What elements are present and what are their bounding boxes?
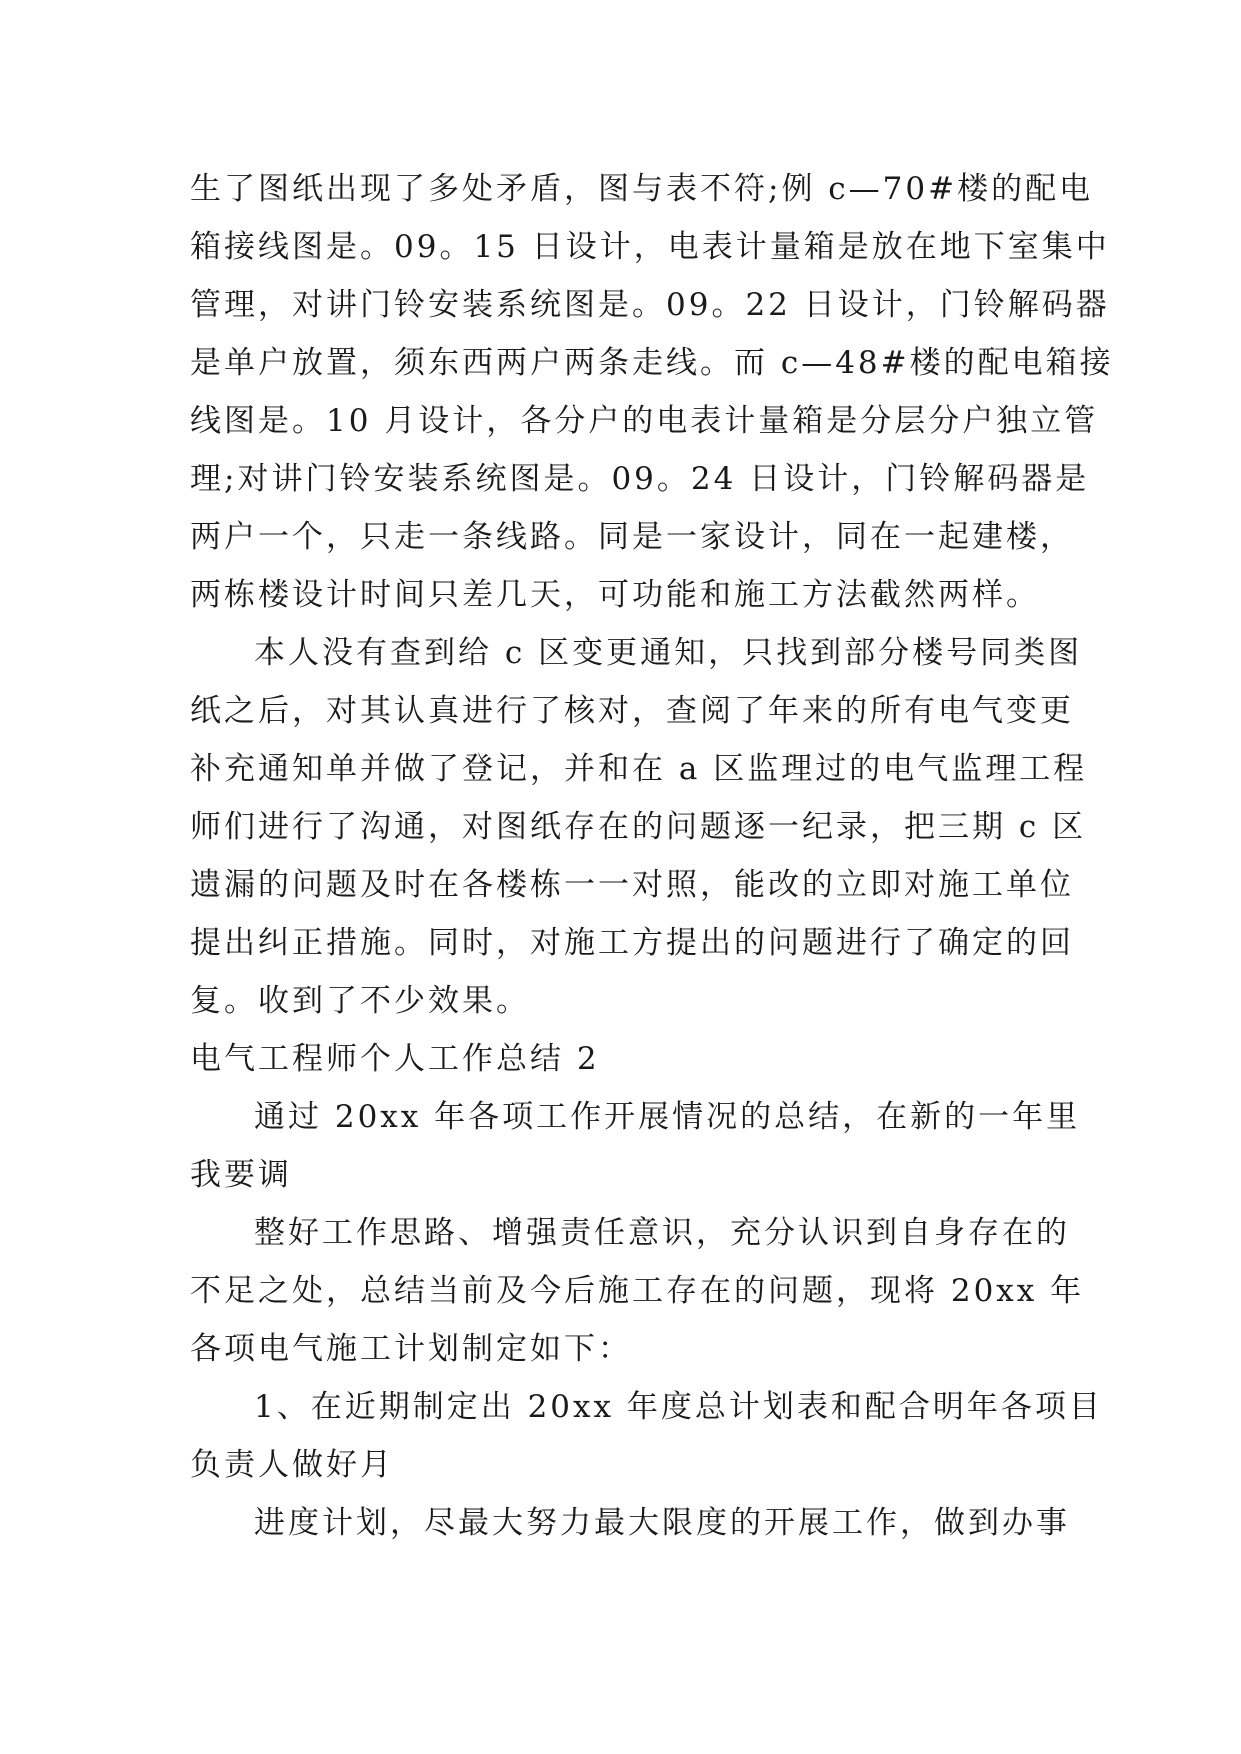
text-line: 是单户放置，须东西两户两条走线。而 c—48#楼的配电箱接 <box>190 345 1114 381</box>
text-line: 生了图纸出现了多处矛盾，图与表不符;例 c—70#楼的配电 <box>190 171 1094 207</box>
text-line: 两户一个，只走一条线路。同是一家设计，同在一起建楼， <box>190 519 1074 555</box>
text-line: 纸之后，对其认真进行了核对，查阅了年来的所有电气变更 <box>190 693 1074 729</box>
document-page <box>190 160 1114 1552</box>
text-line: 我要调 <box>190 1157 292 1193</box>
text-line: 负责人做好月 <box>190 1447 394 1483</box>
text-line: 提出纠正措施。同时，对施工方提出的问题进行了确定的回 <box>190 925 1074 961</box>
text-line: 不足之处，总结当前及今后施工存在的问题，现将 20xx 年 <box>190 1273 1085 1309</box>
text-line: 理;对讲门铃安装系统图是。09。24 日设计，门铃解码器是 <box>190 461 1090 497</box>
text-line: 师们进行了沟通，对图纸存在的问题逐一纪录，把三期 c 区 <box>190 809 1087 845</box>
text-line: 本人没有查到给 c 区变更通知，只找到部分楼号同类图 <box>254 635 1083 671</box>
text-line: 进度计划，尽最大努力最大限度的开展工作，做到办事 <box>254 1505 1070 1541</box>
text-line: 复。收到了不少效果。 <box>190 983 530 1019</box>
text-line: 各项电气施工计划制定如下： <box>190 1331 632 1367</box>
text-line: 两栋楼设计时间只差几天，可功能和施工方法截然两样。 <box>190 577 1040 613</box>
text-line: 1、在近期制定出 20xx 年度总计划表和配合明年各项目 <box>254 1389 1103 1425</box>
text-line: 遗漏的问题及时在各楼栋一一对照，能改的立即对施工单位 <box>190 867 1074 903</box>
text-line: 通过 20xx 年各项工作开展情况的总结，在新的一年里 <box>254 1099 1081 1135</box>
text-line: 整好工作思路、增强责任意识，充分认识到自身存在的 <box>254 1215 1070 1251</box>
text-line: 箱接线图是。09。15 日设计，电表计量箱是放在地下室集中 <box>190 229 1110 265</box>
text-line: 线图是。10 月设计，各分户的电表计量箱是分层分户独立管 <box>190 403 1099 439</box>
text-line: 管理，对讲门铃安装系统图是。09。22 日设计，门铃解码器 <box>190 287 1110 323</box>
section-heading: 电气工程师个人工作总结 2 <box>190 1041 600 1077</box>
text-line: 补充通知单并做了登记，并和在 a 区监理过的电气监理工程 <box>190 751 1088 787</box>
